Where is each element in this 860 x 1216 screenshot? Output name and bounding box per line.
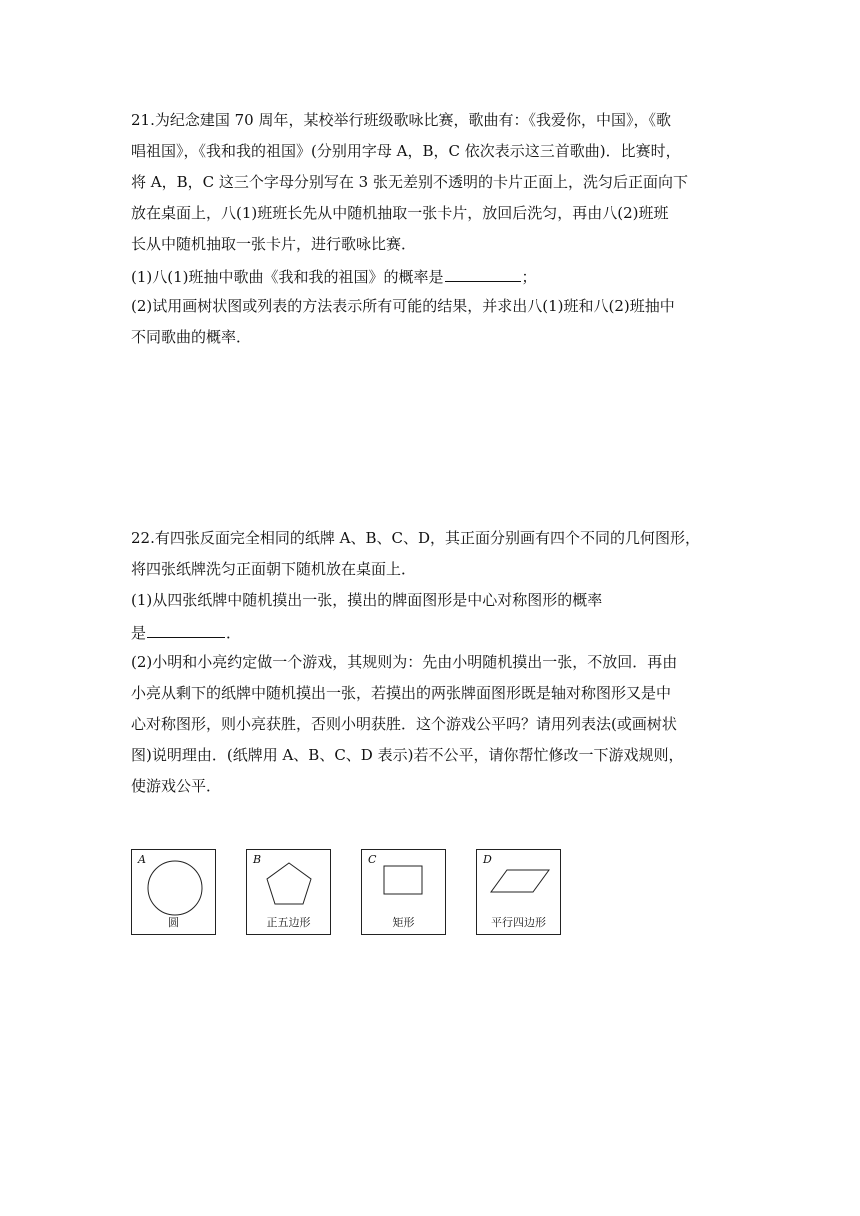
- card-letter: C: [368, 853, 377, 866]
- problem-21-line: 长从中随机抽取一张卡片，进行歌咏比赛．: [131, 235, 417, 253]
- problem-22: [131, 528, 731, 807]
- card-label: 圆: [168, 916, 179, 929]
- problem-21-line: 放在桌面上，八(1)班班长先从中随机抽取一张卡片，放回后洗匀，再由八(2)班班: [131, 204, 669, 222]
- problem-21: [131, 110, 731, 358]
- card-c: [361, 849, 446, 935]
- problem-22-question-2: 心对称图形，则小亮获胜，否则小明获胜．这个游戏公平吗？请用列表法(或画树状: [131, 715, 677, 733]
- card-letter: D: [483, 853, 492, 866]
- problem-22-line: 22.有四张反面完全相同的纸牌 A、B、C、D，其正面分别画有四个不同的几何图形，: [131, 529, 700, 547]
- card-label: 矩形: [392, 916, 415, 929]
- card-letter: B: [253, 853, 262, 866]
- problem-21-line: 唱祖国》，《我和我的祖国》(分别用字母 A，B，C 依次表示这三首歌曲)．比赛时，: [131, 142, 681, 160]
- problem-21-question-2: (2)试用画树状图或列表的方法表示所有可能的结果，并求出八(1)班和八(2)班抽中: [131, 297, 675, 315]
- question-text: (1)八(1)班抽中歌曲《我和我的祖国》的概率是: [131, 268, 444, 286]
- problem-21-line: 21.为纪念建国 70 周年，某校举行班级歌咏比赛，歌曲有：《我爱你，中国》，《歌: [131, 111, 671, 129]
- problem-22-question-2: 使游戏公平．: [131, 777, 222, 795]
- problem-22-question-2: 图)说明理由．(纸牌用 A、B、C、D 表示)若不公平，请你帮忙修改一下游戏规则，: [131, 746, 684, 764]
- answer-blank[interactable]: [147, 621, 225, 638]
- question-punctuation: ；: [521, 268, 537, 286]
- problem-22-question-2: (2)小明和小亮约定做一个游戏，其规则为：先由小明随机摸出一张，不放回．再由: [131, 653, 678, 671]
- card-letter: A: [138, 853, 146, 866]
- question-text: 是: [131, 624, 147, 642]
- card-label: 平行四边形: [491, 916, 546, 929]
- card-a: [131, 849, 216, 935]
- cards-figure: [131, 849, 571, 935]
- problem-22-question-2: 小亮从剩下的纸牌中随机摸出一张，若摸出的两张牌面图形既是轴对称图形又是中: [131, 684, 672, 702]
- problem-21-question-2: 不同歌曲的概率．: [131, 328, 252, 346]
- problem-22-line: 将四张纸牌洗匀正面朝下随机放在桌面上．: [131, 560, 417, 578]
- problem-22-question-1-cont: [131, 621, 731, 652]
- problem-21-line: 将 A，B，C 这三个字母分别写在 3 张无差别不透明的卡片正面上，洗匀后正面向下: [131, 173, 688, 191]
- problem-21-question-1: [131, 265, 731, 296]
- card-b: [246, 849, 331, 935]
- problem-22-question-1: (1)从四张纸牌中随机摸出一张，摸出的牌面图形是中心对称图形的概率: [131, 591, 603, 609]
- card-d: [476, 849, 561, 935]
- question-punctuation: ．: [226, 624, 242, 642]
- answer-blank[interactable]: [445, 265, 521, 282]
- card-label: 正五边形: [266, 916, 311, 929]
